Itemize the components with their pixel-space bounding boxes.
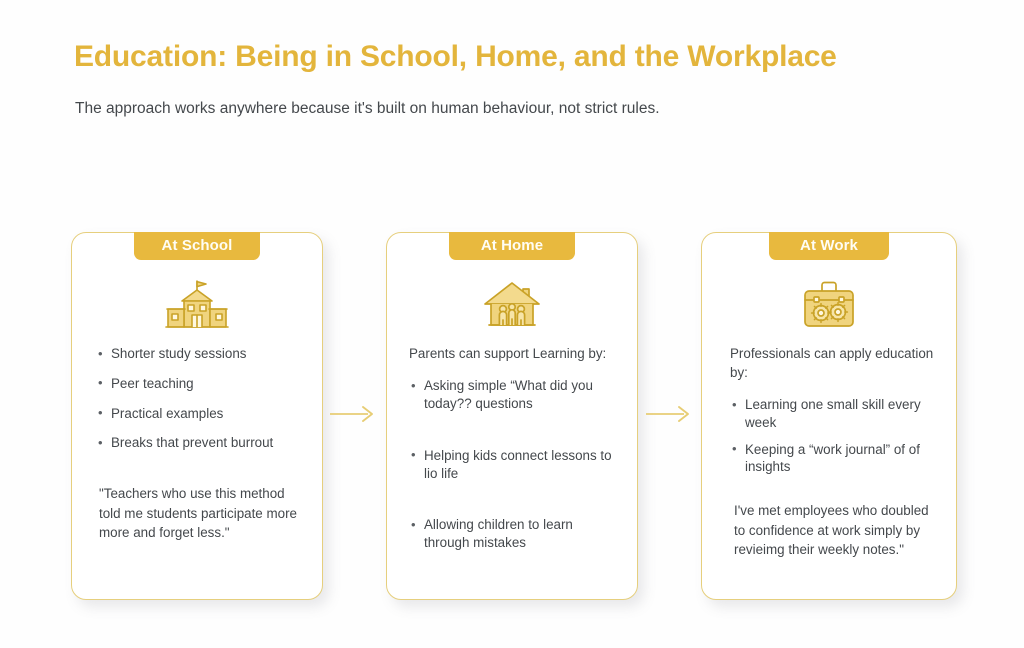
card-at-work[interactable] bbox=[701, 232, 957, 600]
card-badge-at-work: At Work bbox=[769, 232, 889, 260]
bullet-list-at-school bbox=[98, 345, 306, 452]
page-subtitle: The approach works anywhere because it's built on human behaviour, not strict rules. bbox=[75, 100, 660, 117]
intro-at-home: Parents can support Learning by: bbox=[409, 346, 607, 361]
cards-row bbox=[0, 232, 1024, 612]
school-building-icon bbox=[72, 279, 322, 331]
list-item: • Asking simple “What did you today?? questions bbox=[411, 377, 621, 413]
card-body-at-school bbox=[72, 345, 322, 543]
card-body-at-home bbox=[387, 345, 637, 586]
page-title: Education: Being in School, Home, and the Workplace bbox=[74, 40, 837, 73]
list-item: • Keeping a “work journal” of of insights bbox=[732, 441, 940, 477]
house-family-icon bbox=[387, 279, 637, 331]
list-item: • Allowing children to learn through mistakes bbox=[411, 516, 621, 552]
card-at-school[interactable] bbox=[71, 232, 323, 600]
list-item: • Breaks that prevent burrout bbox=[98, 434, 306, 452]
card-badge-at-school: At School bbox=[134, 232, 260, 260]
card-body-at-work bbox=[702, 345, 956, 560]
list-item: • Learning one small skill every week bbox=[732, 396, 940, 432]
list-item: • Peer teaching bbox=[98, 375, 306, 393]
list-item: • Shorter study sessions bbox=[98, 345, 306, 363]
briefcase-gears-icon bbox=[702, 279, 956, 331]
card-at-home[interactable] bbox=[386, 232, 638, 600]
arrow-home-to-work bbox=[646, 404, 694, 424]
list-item: • Helping kids connect lessons to lio life bbox=[411, 447, 621, 483]
intro-at-work: Professionals can apply education by: bbox=[730, 346, 934, 380]
arrow-school-to-home bbox=[330, 404, 378, 424]
quote-at-work: I've met employees who doubled to confidence at work simply by revieimg their weekly notes." bbox=[734, 503, 929, 558]
bullet-list-at-work bbox=[732, 396, 940, 476]
quote-at-school: "Teachers who use this method told me students participate more more and forget less." bbox=[99, 486, 297, 541]
card-badge-at-home: At Home bbox=[449, 232, 575, 260]
bullet-list-at-home bbox=[411, 377, 621, 552]
list-item: • Practical examples bbox=[98, 405, 306, 423]
